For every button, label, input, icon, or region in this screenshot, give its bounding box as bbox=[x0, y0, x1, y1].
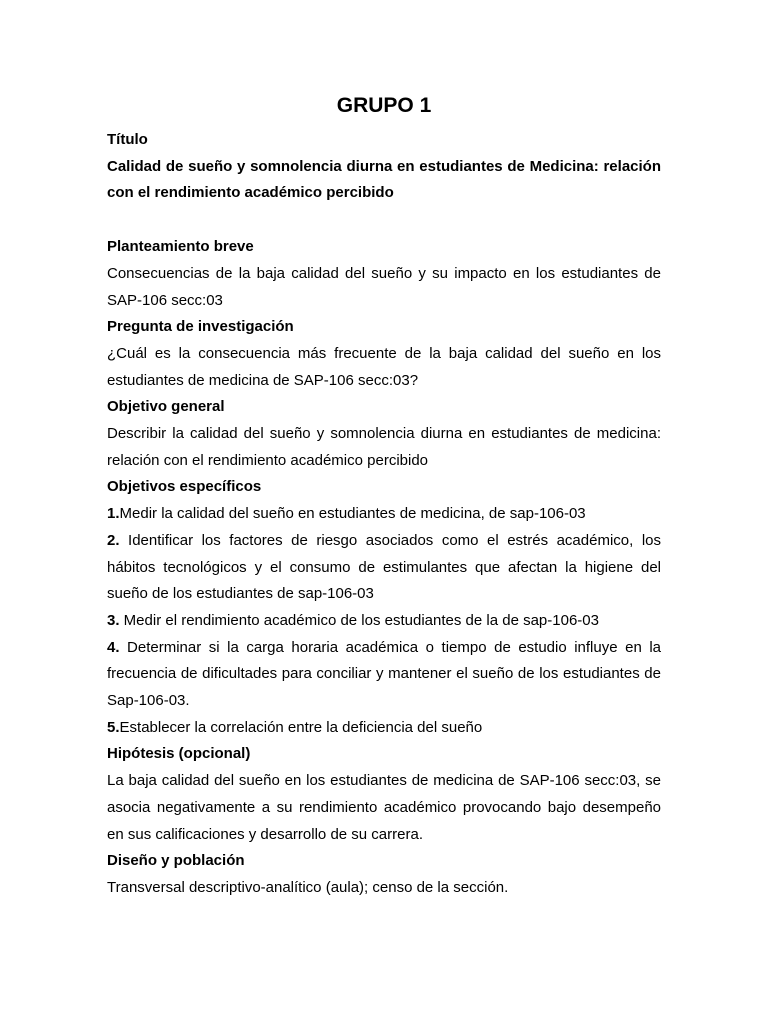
objetivo-item-4 bbox=[107, 635, 661, 715]
objetivo-number: 1. bbox=[107, 505, 120, 523]
objetivo-number: 4. bbox=[107, 638, 120, 656]
planteamiento-text: Consecuencias de la baja calidad del sueño y su impacto en los estudiantes de SAP-106 secc:03 bbox=[107, 264, 661, 309]
objetivo-item-3 bbox=[107, 608, 661, 635]
objetivo-text: Establecer la correlación entre la deficiencia del sueño bbox=[119, 718, 483, 736]
objetivo-item-1 bbox=[107, 501, 661, 528]
hipotesis-text: La baja calidad del sueño en los estudiantes de medicina de SAP-106 secc:03, se asocia negativamente a su rendimiento académico provocando bajo desempeño en sus calificaciones y desarrollo de su carrera. bbox=[107, 772, 661, 843]
objetivo-item-2 bbox=[107, 528, 661, 608]
document-title: GRUPO 1 bbox=[336, 94, 432, 117]
planteamiento-heading: Planteamiento breve bbox=[107, 238, 254, 256]
blank-line bbox=[107, 207, 661, 234]
objetivo-general-heading: Objetivo general bbox=[107, 398, 225, 416]
objetivo-text: Identificar los factores de riesgo asociados como el estrés académico, los hábitos tecnológicos y el consumo de estimulantes que afectan la higiene del sueño de los estudiantes de sap-106-03 bbox=[107, 531, 661, 603]
objetivo-number: 5. bbox=[107, 718, 120, 736]
titulo-text: Calidad de sueño y somnolencia diurna en estudiantes de Medicina: relación con el rendimiento académico percibido bbox=[107, 157, 661, 202]
pregunta-text: ¿Cuál es la consecuencia más frecuente de la baja calidad del sueño en los estudiantes de medicina de SAP-106 secc:03? bbox=[107, 344, 661, 389]
objetivo-text: Determinar si la carga horaria académica o tiempo de estudio influye en la frecuencia de dificultades para conciliar y mantener el sueño de los estudiantes de Sap-106-03. bbox=[107, 638, 661, 710]
objetivo-number: 3. bbox=[107, 611, 120, 629]
diseno-text: Transversal descriptivo-analítico (aula); censo de la sección. bbox=[107, 878, 509, 896]
titulo-heading: Título bbox=[107, 131, 148, 148]
objetivo-text: Medir el rendimiento académico de los estudiantes de la de sap-106-03 bbox=[119, 611, 599, 629]
diseno-heading: Diseño y población bbox=[107, 852, 245, 870]
hipotesis-heading: Hipótesis (opcional) bbox=[107, 745, 251, 763]
objetivos-especificos-heading: Objetivos específicos bbox=[107, 478, 262, 496]
pregunta-heading: Pregunta de investigación bbox=[107, 318, 294, 336]
objetivo-text: Medir la calidad del sueño en estudiantes de medicina, de sap-106-03 bbox=[119, 505, 586, 523]
objetivo-item-5 bbox=[107, 715, 661, 742]
objetivo-number: 2. bbox=[107, 531, 120, 549]
document-body bbox=[107, 127, 661, 902]
objetivo-general-text: Describir la calidad del sueño y somnolencia diurna en estudiantes de medicina: relación con el rendimiento académico percibido bbox=[107, 425, 661, 469]
